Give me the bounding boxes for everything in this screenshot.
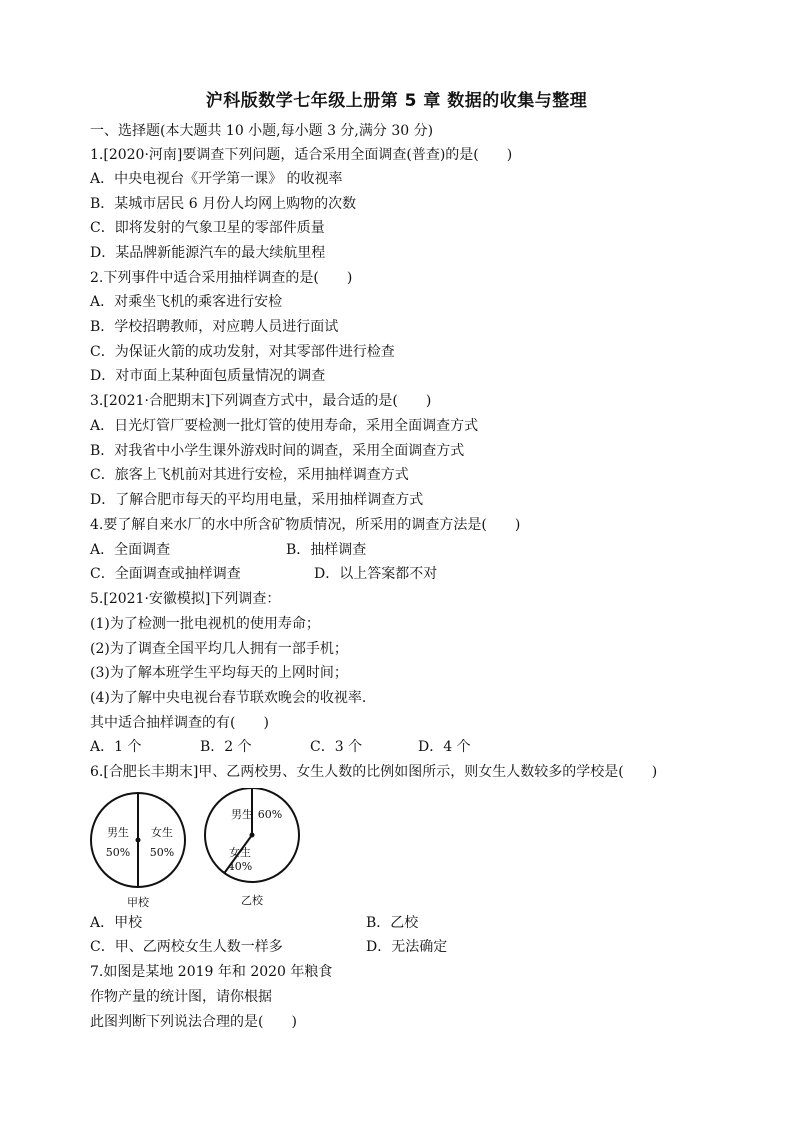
question-3-option-d: D．了解合肥市每天的平均用电量，采用抽样调查方式	[90, 492, 424, 508]
question-1-stem: 1.[2020·河南]要调查下列问题，适合采用全面调查(普查)的是( )	[90, 147, 513, 163]
question-3-option-b: B．对我省中小学生课外游戏时间的调查，采用全面调查方式	[90, 443, 465, 459]
question-1-option-c: C．即将发射的气象卫星的零部件质量	[90, 220, 325, 236]
question-6-stem: 6.[合肥长丰期末]甲、乙两校男、女生人数的比例如图所示，则女生人数较多的学校是( )	[90, 764, 658, 780]
question-2-option-d: D．对市面上某种面包质量情况的调查	[90, 368, 326, 384]
question-5-tail: 其中适合抽样调查的有( )	[90, 715, 269, 731]
question-5-item-2: (2)为了调查全国平均几人拥有一部手机；	[90, 641, 348, 657]
question-6-options-row-2	[90, 938, 448, 956]
question-6-option-b: B．乙校	[366, 915, 419, 931]
pie-value-label-yi-2: 40%	[227, 860, 253, 873]
question-2-option-b: B．学校招聘教师，对应聘人员进行面试	[90, 319, 339, 335]
question-4-option-b: B．抽样调查	[286, 542, 367, 558]
question-1-option-d: D．某品牌新能源汽车的最大续航里程	[90, 245, 326, 261]
question-3-option-c: C．旅客上飞机前对其进行安检，采用抽样调查方式	[90, 467, 409, 483]
section-heading: 一、选择题(本大题共 10 小题,每小题 3 分,满分 30 分)	[90, 123, 434, 139]
question-6-option-d: D．无法确定	[366, 939, 448, 955]
question-4-option-c: C．全面调查或抽样调查	[90, 566, 241, 582]
question-7-line-3: 此图判断下列说法合理的是( )	[90, 1014, 297, 1030]
question-5-option-d: D．4 个	[418, 739, 471, 755]
question-4-option-d: D．以上答案都不对	[314, 566, 438, 582]
question-2-option-a: A．对乘坐飞机的乘客进行安检	[90, 294, 283, 310]
question-5-option-c: C．3 个	[310, 739, 363, 755]
question-5-option-b: B．2 个	[200, 739, 252, 755]
question-2-stem: 2.下列事件中适合采用抽样调查的是( )	[90, 270, 353, 286]
pie-value-label-jia-2: 50%	[149, 846, 175, 859]
question-7-line-2: 作物产量的统计图，请你根据	[90, 989, 272, 1005]
pie-center-dot-yi	[250, 833, 255, 838]
question-5-item-4: (4)为了解中央电视台春节联欢晚会的收视率．	[90, 690, 376, 706]
pie-value-label-yi-1: 60%	[257, 808, 283, 821]
question-6-options-row-1	[90, 914, 419, 932]
question-5-item-3: (3)为了解本班学生平均每天的上网时间；	[90, 665, 348, 681]
question-7-line-1: 7.如图是某地 2019 年和 2020 年粮食	[90, 964, 333, 980]
question-2-option-c: C．为保证火箭的成功发射，对其零部件进行检查	[90, 344, 395, 360]
pie-label-jia-1: 男生	[107, 826, 129, 839]
pie-label-yi-2: 女生	[229, 846, 251, 859]
question-4-options-row-1	[90, 541, 367, 559]
pie-label-jia-2: 女生	[151, 826, 173, 839]
question-4-options-row-2	[90, 565, 438, 583]
question-5-options-row	[90, 738, 471, 756]
pie-charts-figure	[90, 788, 420, 913]
pie-chart-yi	[205, 788, 299, 907]
page-title: 沪科版数学七年级上册第 5 章 数据的收集与整理	[205, 91, 588, 111]
question-3-option-a: A．日光灯管厂要检测一批灯管的使用寿命，采用全面调查方式	[90, 418, 479, 434]
pie-caption-jia: 甲校	[127, 896, 149, 909]
pie-value-label-jia-1: 50%	[105, 846, 131, 859]
pie-center-dot-jia	[136, 838, 141, 843]
question-1-option-b: B．某城市居民 6 月份人均网上购物的次数	[90, 196, 357, 212]
question-4-option-a: A．全面调查	[90, 542, 171, 558]
question-6-option-a: A．甲校	[90, 915, 143, 931]
question-6-option-c: C．甲、乙两校女生人数一样多	[90, 939, 283, 955]
pie-chart-jia	[91, 793, 185, 909]
pie-label-yi-1: 男生	[231, 808, 253, 821]
pie-caption-yi: 乙校	[241, 894, 263, 907]
pie-charts-svg	[90, 788, 420, 913]
question-4-stem: 4.要了解自来水厂的水中所含矿物质情况，所采用的调查方法是( )	[90, 517, 521, 533]
question-1-option-a: A．中央电视台《开学第一课》 的收视率	[90, 171, 343, 187]
question-3-stem: 3.[2021·合肥期末]下列调查方式中，最合适的是( )	[90, 393, 432, 409]
question-5-option-a: A．1 个	[90, 739, 142, 755]
question-5-item-1: (1)为了检测一批电视机的使用寿命；	[90, 616, 320, 632]
question-5-stem: 5.[2021·安徽模拟]下列调查：	[90, 591, 281, 607]
